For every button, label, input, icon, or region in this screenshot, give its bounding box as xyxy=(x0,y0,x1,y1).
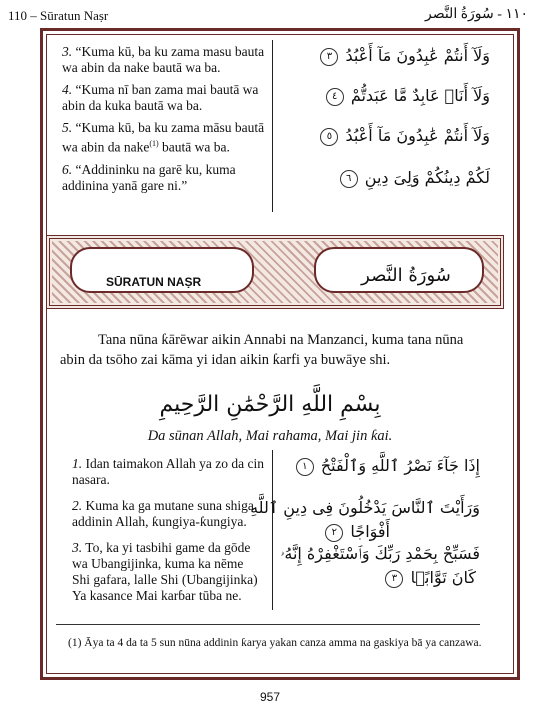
arabic-nasr-2b: أَفْوَاجًا ٢ xyxy=(323,522,390,542)
verse-marker-icon: ٤ xyxy=(326,88,344,106)
verse-marker-icon: ٣ xyxy=(385,570,403,588)
verse-2: 2. Kuma ka ga mutane suna shiga addinin Allah, ƙungiya-ƙungiya. xyxy=(72,498,254,529)
arabic-verse-3: وَلَآ أَنتُمْ عَٰبِدُونَ مَآ أَعْبُدُ ٣ xyxy=(318,46,490,66)
header-left: 110 – Sūratun Naṣr xyxy=(8,8,109,23)
surah-introduction: Tana nūna ƙārēwar aikin Annabi na Manzanci, kuma tana nūna abin da tsōho zai kāma yi idan aikin ƙarfi ya buwāye shi. xyxy=(60,332,464,368)
verse-marker-icon: ٦ xyxy=(340,170,358,188)
top-verse-column xyxy=(62,44,266,200)
arabic-verse-5: وَلَآ أَنتُمْ عَٰبِدُونَ مَآ أَعْبُدُ ٥ xyxy=(318,126,490,146)
verse-marker-icon: ٥ xyxy=(320,128,338,146)
bottom-verse-column xyxy=(72,456,264,610)
arabic-verse-4: وَلَآ أَنَا۠ عَابِدٌ مَّا عَبَدتُّمْ ٤ xyxy=(324,86,490,106)
arabic-nasr-1: إِذَا جَآءَ نَصْرُ ٱللَّهِ وَٱلْفَتْحُ ١ xyxy=(294,456,480,476)
verse-5: 5. “Kuma kū, ba ku zama māsu bautā wa abin da nake$^{(1)}$ bautā wa ba. xyxy=(62,120,265,155)
footnote-rule xyxy=(56,624,480,625)
verse-3: 3. “Kuma kū, ba ku zama masu bauta wa abin da nake bautā wa ba. xyxy=(62,44,265,75)
column-divider-bottom xyxy=(272,450,273,610)
bismillah-arabic: بِسْمِ اللَّهِ الرَّحْمَٰنِ الرَّحِيمِ xyxy=(159,392,381,417)
verse-marker-icon: ٣ xyxy=(320,48,338,66)
verse-marker-icon: ٢ xyxy=(325,524,343,542)
arabic-nasr-3a: فَسَبِّحْ بِحَمْدِ رَبِّكَ وَٱسْتَغْفِرْهُ إِنَّهُۥ xyxy=(280,544,480,563)
arabic-nasr-2a: وَرَأَيْتَ ٱلنَّاسَ يَدْخُلُونَ فِى دِينِ ٱللَّهِ xyxy=(250,498,480,517)
surah-title-arabic: سُورَةُ النَّصر xyxy=(361,265,451,286)
verse-6: 6. “Addininku na garē ku, kuma addinina yanā gare ni.” xyxy=(62,161,236,193)
footnote: (1) Āya ta 4 da ta 5 sun nūna addinin ƙarya yakan canza amma na gaskiya bā ya canzawa. xyxy=(68,637,482,649)
verse-marker-icon: ١ xyxy=(296,458,314,476)
verse-3-nasr: 3. To, ka yi tasbihi game da gōde wa Ubangijinka, kuma ka nēme Shi gafara, lalle Shi (Ubangijinka) Ya kasance Mai karɓar tūba ne. xyxy=(72,540,258,603)
verse-4: 4. “Kuma nī ban zama mai bautā wa abin da kuka bautā wa ba. xyxy=(62,82,259,113)
bismillah-translation: Da sūnan Allah, Mai rahama, Mai jin ƙai. xyxy=(147,428,393,444)
page-number: 957 xyxy=(259,690,281,704)
running-header xyxy=(8,6,528,24)
column-divider-top xyxy=(272,40,273,212)
verse-1: 1. Idan taimakon Allah ya zo da cin nasara. xyxy=(72,456,264,487)
arabic-nasr-3b: كَانَ تَوَّابًۢا ٣ xyxy=(383,568,476,588)
arabic-verse-6: لَكُمْ دِينُكُمْ وَلِىَ دِينِ ٦ xyxy=(338,168,490,188)
header-right-arabic: ١١٠ - سُورَةُ النَّصر xyxy=(424,7,528,22)
surah-title: SŪRATUN NAṢR xyxy=(106,275,202,289)
surah-banner xyxy=(46,235,504,309)
footnote-ref: (1) xyxy=(149,139,159,148)
